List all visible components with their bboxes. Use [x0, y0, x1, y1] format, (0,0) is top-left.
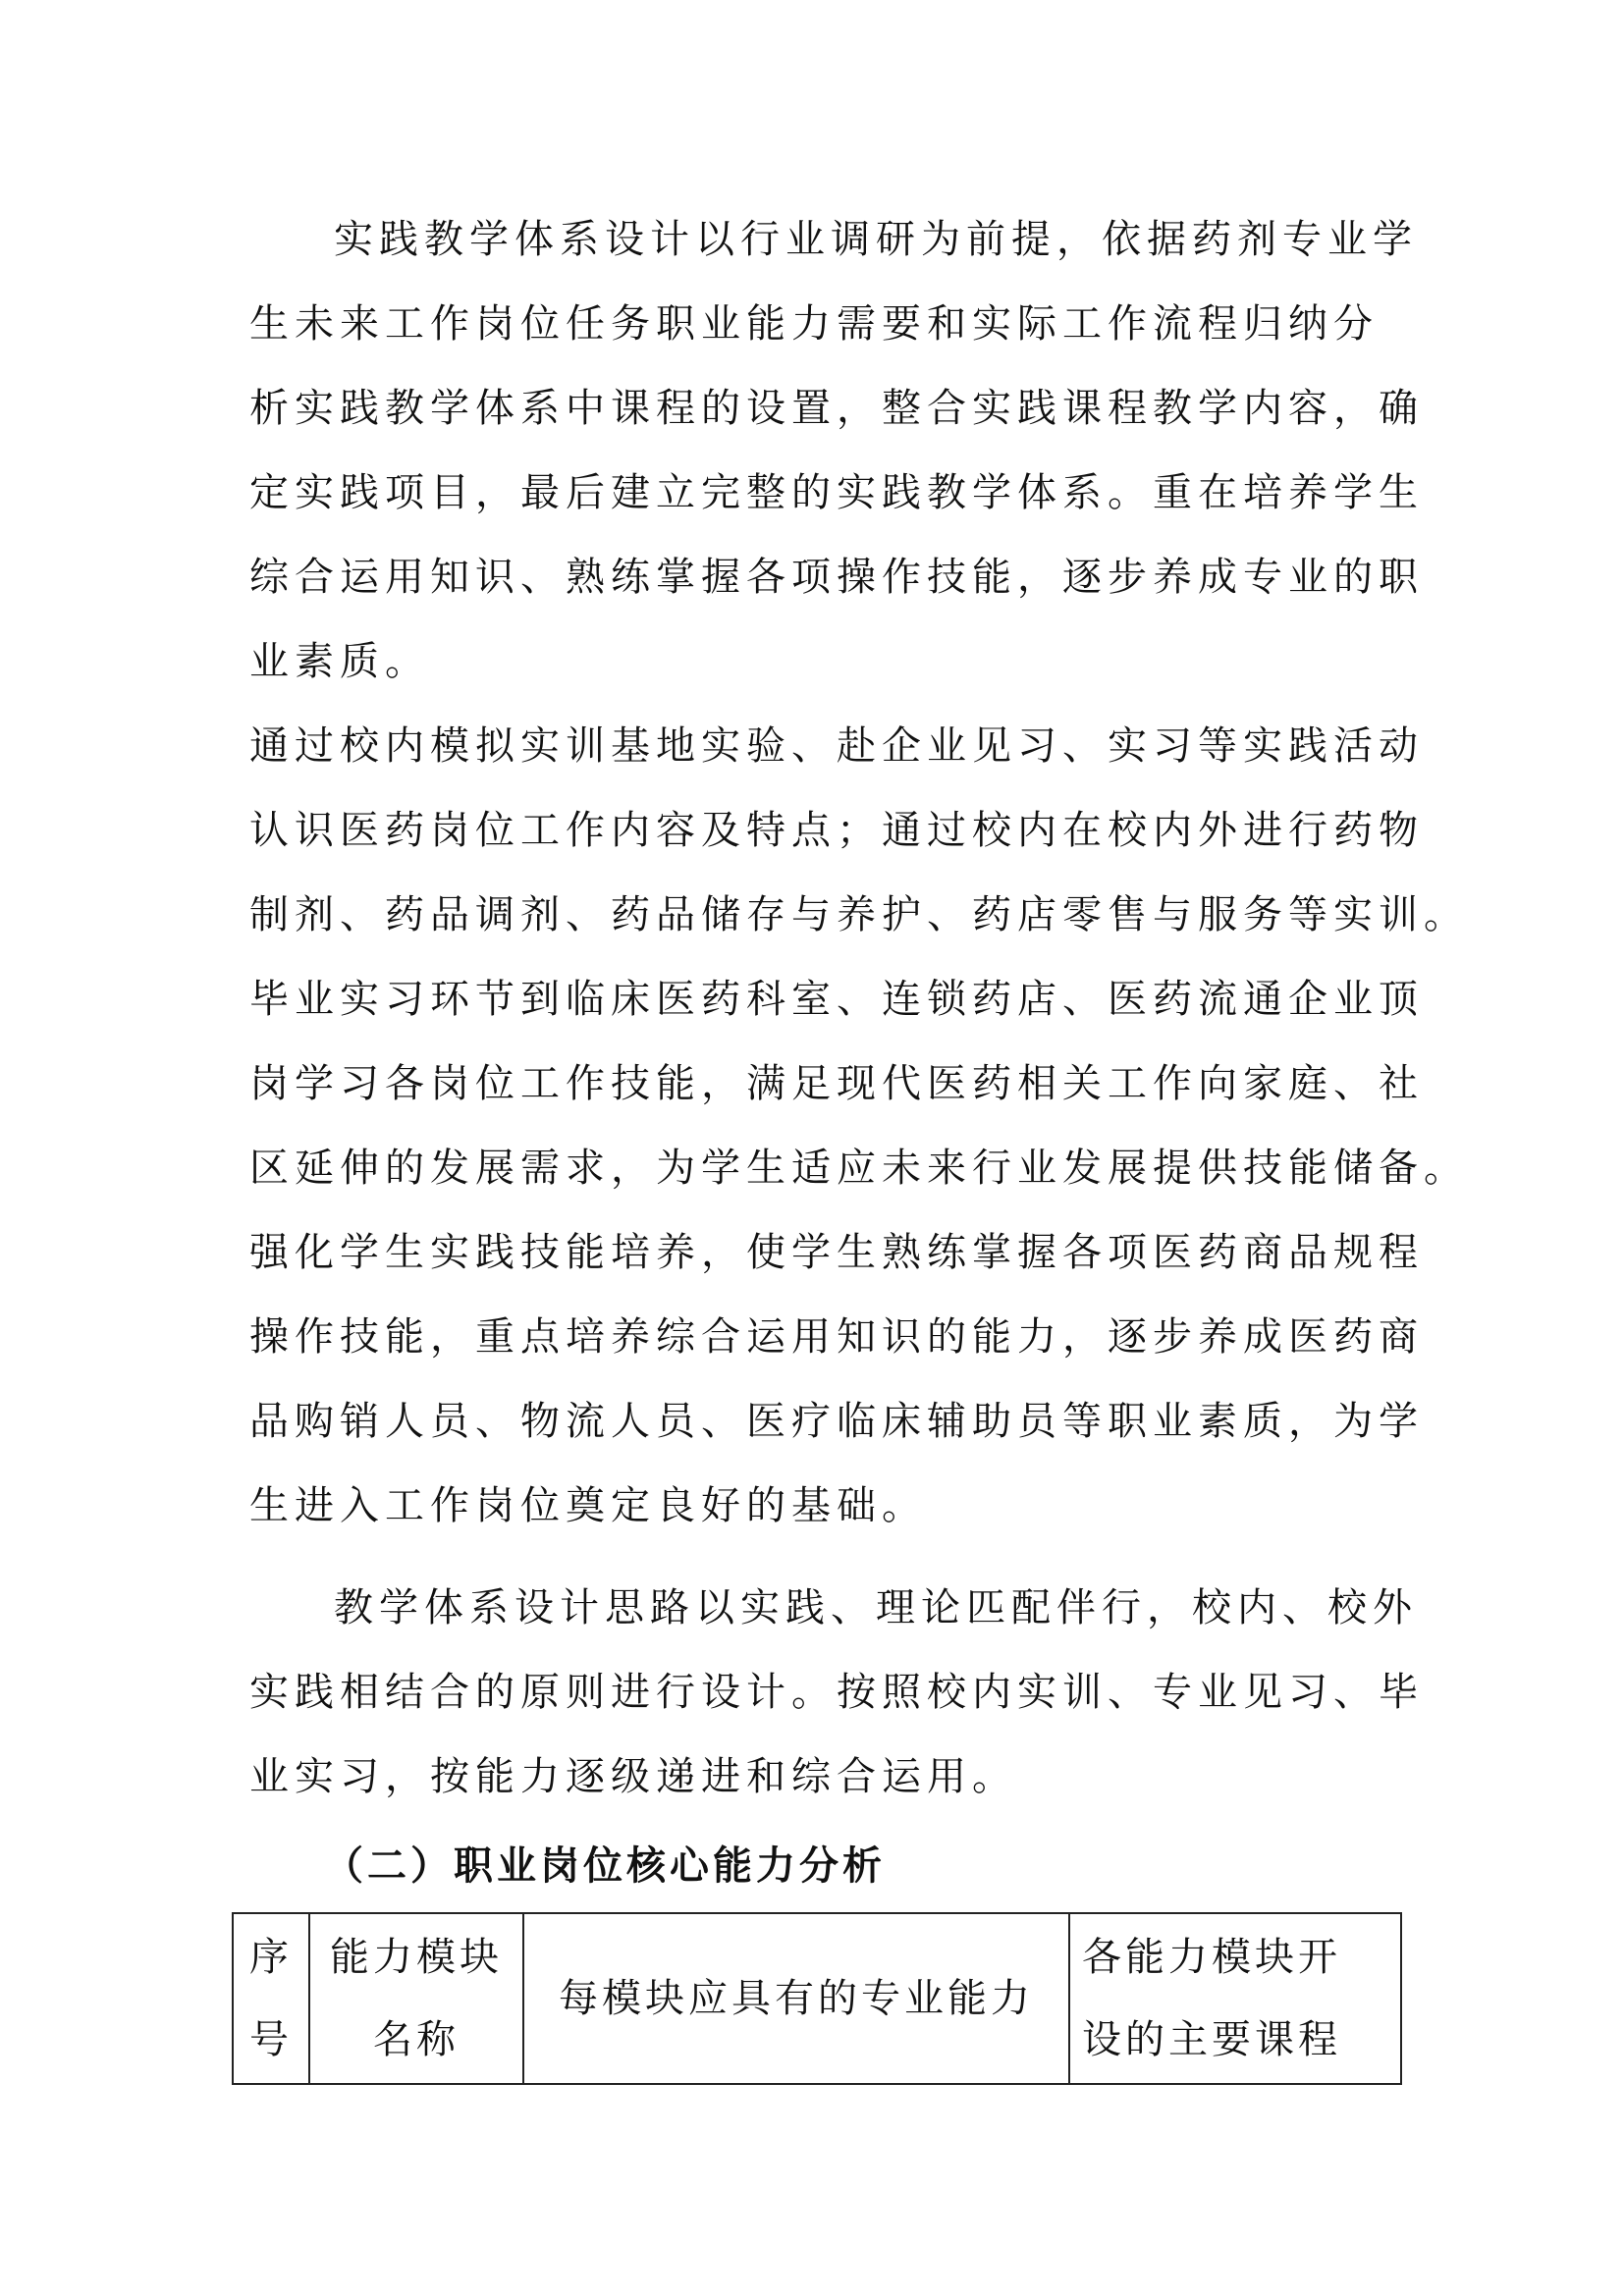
paragraph-2-line-1: 通过校内模拟实训基地实验、赴企业见习、实习等实践活动: [249, 723, 1424, 769]
paragraph-1-line-1: 实践教学体系设计以行业调研为前提，依据药剂专业学: [334, 217, 1418, 262]
paragraph-2-line-2: 认识医药岗位工作内容及特点；通过校内在校内外进行药物: [249, 808, 1424, 853]
section-heading: （二）职业岗位核心能力分析: [324, 1843, 886, 1889]
header-courses-line-2: 设的主要课程: [1082, 2017, 1341, 2062]
header-module-line-1: 能力模块: [330, 1935, 503, 1980]
paragraph-2-line-4: 毕业实习环节到临床医药科室、连锁药店、医药流通企业顶: [249, 977, 1424, 1022]
header-main-courses: [1069, 1913, 1401, 2084]
paragraph-3-line-3: 业实习，按能力逐级递进和综合运用。: [249, 1754, 1017, 1799]
paragraph-2-line-8: 操作技能，重点培养综合运用知识的能力，逐步养成医药商: [249, 1314, 1424, 1360]
header-serial-line-1: 序: [249, 1935, 293, 1980]
paragraph-1-line-4: 定实践项目，最后建立完整的实践教学体系。重在培养学生: [249, 470, 1424, 515]
paragraph-2-line-3: 制剂、药品调剂、药品储存与养护、药店零售与服务等实训。: [249, 892, 1469, 937]
paragraph-2-line-5: 岗学习各岗位工作技能，满足现代医药相关工作向家庭、社: [249, 1061, 1424, 1106]
paragraph-2-line-6: 区延伸的发展需求，为学生适应未来行业发展提供技能储备。: [249, 1146, 1469, 1191]
paragraph-1-line-6: 业素质。: [249, 639, 430, 684]
header-serial-number: [233, 1913, 309, 2084]
paragraph-3-line-1: 教学体系设计思路以实践、理论匹配伴行，校内、校外: [334, 1585, 1418, 1630]
header-module-line-2: 名称: [373, 2017, 460, 2062]
paragraph-2-line-9: 品购销人员、物流人员、医疗临床辅助员等职业素质，为学: [249, 1399, 1424, 1444]
paragraph-1-line-5: 综合运用知识、熟练掌握各项操作技能，逐步养成专业的职: [249, 555, 1424, 600]
paragraph-3-line-2: 实践相结合的原则进行设计。按照校内实训、专业见习、毕: [249, 1670, 1424, 1715]
header-ability-text: 每模块应具有的专业能力: [559, 1976, 1034, 2021]
table-header-row: [233, 1913, 1401, 2084]
paragraph-2-line-10: 生进入工作岗位奠定良好的基础。: [249, 1483, 927, 1528]
header-professional-ability: [523, 1913, 1069, 2084]
paragraph-1-line-3: 析实践教学体系中课程的设置，整合实践课程教学内容，确: [249, 386, 1424, 431]
header-courses-line-1: 各能力模块开: [1082, 1935, 1341, 1980]
header-serial-line-2: 号: [249, 2017, 293, 2062]
capability-table: [232, 1912, 1402, 2085]
paragraph-1-line-2: 生未来工作岗位任务职业能力需要和实际工作流程归纳分: [249, 301, 1379, 347]
paragraph-2-line-7: 强化学生实践技能培养，使学生熟练掌握各项医药商品规程: [249, 1230, 1424, 1275]
header-module-name: [309, 1913, 523, 2084]
